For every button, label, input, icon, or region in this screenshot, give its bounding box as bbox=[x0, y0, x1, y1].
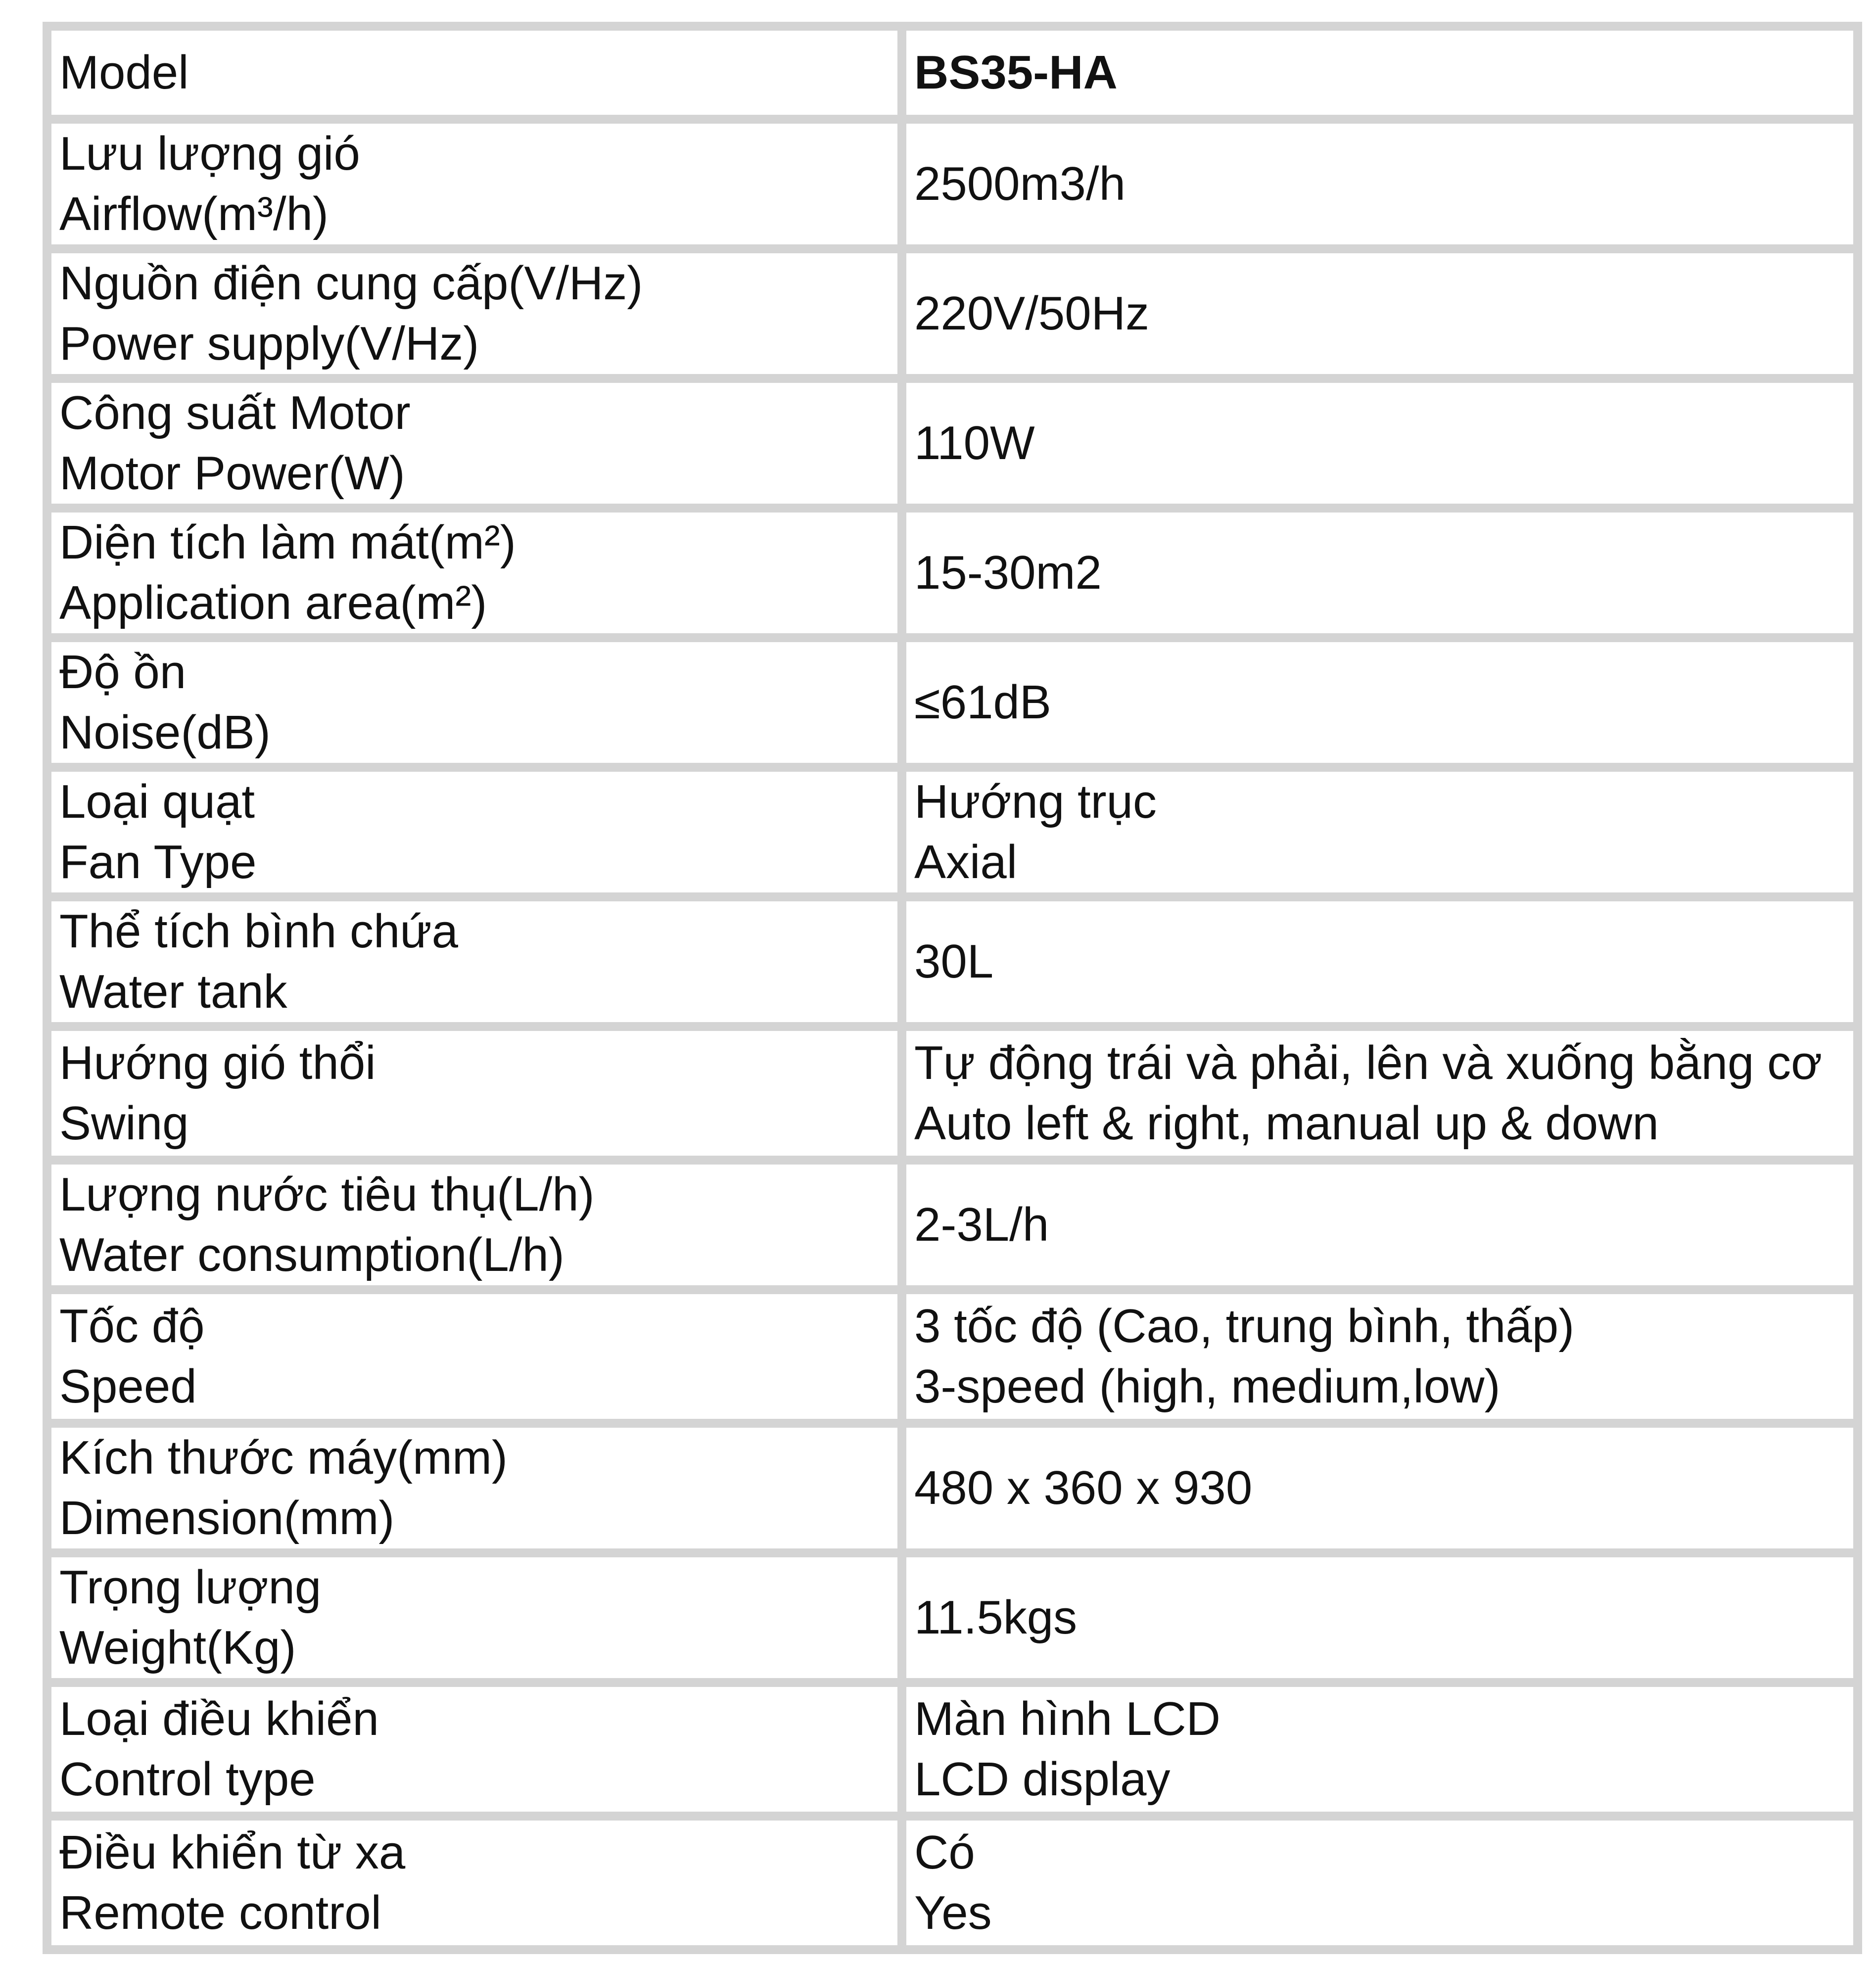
spec-label-en: Water tank bbox=[59, 965, 287, 1018]
spec-value: Tự động trái và phải, lên và xuống bằng cơ bbox=[914, 1036, 1823, 1089]
spec-label-vi: Điều khiển từ xa bbox=[59, 1826, 406, 1879]
spec-label-vi: Kích thước máy(mm) bbox=[59, 1431, 508, 1484]
spec-label-cell bbox=[47, 638, 902, 767]
spec-label-vi: Công suất Motor bbox=[59, 386, 411, 439]
spec-label-vi: Hướng gió thổi bbox=[59, 1036, 376, 1089]
spec-label-cell bbox=[47, 897, 902, 1027]
spec-label-cell bbox=[47, 1160, 902, 1290]
spec-label-cell bbox=[47, 119, 902, 249]
model-value: BS35-HA bbox=[914, 46, 1118, 99]
table-row bbox=[47, 1160, 1858, 1290]
spec-value: Màn hình LCD bbox=[914, 1692, 1220, 1745]
spec-label-cell bbox=[47, 1683, 902, 1816]
table-row bbox=[47, 638, 1858, 767]
spec-value: ≤61dB bbox=[914, 676, 1051, 729]
table-row bbox=[47, 1553, 1858, 1683]
spec-value: Hướng trục bbox=[914, 775, 1157, 828]
spec-label-en: Motor Power(W) bbox=[59, 447, 405, 500]
spec-rows bbox=[47, 119, 1858, 1950]
spec-value: 2500m3/h bbox=[914, 157, 1126, 210]
spec-label-en: Application area(m²) bbox=[59, 576, 487, 629]
spec-value-cell bbox=[902, 1027, 1858, 1160]
spec-label-en: Remote control bbox=[59, 1886, 381, 1939]
spec-label-cell bbox=[47, 249, 902, 378]
spec-label-cell bbox=[47, 378, 902, 508]
spec-value-cell bbox=[902, 249, 1858, 378]
spec-label-cell bbox=[47, 1027, 902, 1160]
spec-value: 220V/50Hz bbox=[914, 287, 1149, 340]
spec-value: 15-30m2 bbox=[914, 546, 1102, 599]
spec-label-cell bbox=[47, 508, 902, 638]
spec-label-vi: Lượng nước tiêu thụ(L/h) bbox=[59, 1168, 595, 1221]
spec-label-en: Weight(Kg) bbox=[59, 1621, 296, 1674]
spec-label-vi: Lưu lượng gió bbox=[59, 127, 360, 180]
table-row bbox=[47, 1816, 1858, 1950]
spec-label-en: Water consumption(L/h) bbox=[59, 1228, 564, 1281]
spec-value-cell bbox=[902, 1160, 1858, 1290]
table-row bbox=[47, 119, 1858, 249]
spec-label-en: Fan Type bbox=[59, 836, 257, 888]
spec-label-vi: Trọng lượng bbox=[59, 1561, 322, 1614]
spec-label-vi: Loại quạt bbox=[59, 775, 255, 828]
table-header-row bbox=[47, 26, 1858, 119]
model-value-cell bbox=[902, 26, 1858, 119]
spec-value-cell bbox=[902, 1683, 1858, 1816]
spec-label-en: Airflow(m³/h) bbox=[59, 187, 328, 240]
table-row bbox=[47, 897, 1858, 1027]
spec-value-cell bbox=[902, 767, 1858, 897]
spec-label-en: Noise(dB) bbox=[59, 706, 271, 759]
spec-value-cell bbox=[902, 1423, 1858, 1553]
spec-label-en: Swing bbox=[59, 1097, 189, 1150]
spec-value: 480 x 360 x 930 bbox=[914, 1461, 1253, 1514]
spec-table bbox=[43, 22, 1862, 1954]
spec-label-cell bbox=[47, 1816, 902, 1950]
spec-value: 110W bbox=[914, 417, 1035, 469]
spec-value-secondary: Axial bbox=[914, 836, 1018, 888]
spec-value-cell bbox=[902, 1816, 1858, 1950]
spec-value-cell bbox=[902, 638, 1858, 767]
spec-label-vi: Loại điều khiển bbox=[59, 1692, 379, 1745]
table-row bbox=[47, 378, 1858, 508]
spec-value-secondary: 3-speed (high, medium,low) bbox=[914, 1360, 1501, 1413]
spec-label-cell bbox=[47, 1423, 902, 1553]
table-row bbox=[47, 1423, 1858, 1553]
spec-label-cell bbox=[47, 1290, 902, 1423]
spec-label-vi: Thể tích bình chứa bbox=[59, 905, 459, 958]
spec-value: 30L bbox=[914, 935, 994, 988]
spec-value: Có bbox=[914, 1826, 975, 1879]
spec-value-cell bbox=[902, 119, 1858, 249]
spec-label-en: Power supply(V/Hz) bbox=[59, 317, 479, 370]
table-row bbox=[47, 249, 1858, 378]
spec-label-vi: Nguồn điện cung cấp(V/Hz) bbox=[59, 257, 643, 310]
spec-label-en: Speed bbox=[59, 1360, 197, 1413]
table-row bbox=[47, 1683, 1858, 1816]
spec-value-secondary: Auto left & right, manual up & down bbox=[914, 1097, 1659, 1150]
spec-value-cell bbox=[902, 378, 1858, 508]
spec-value-cell bbox=[902, 508, 1858, 638]
spec-value-secondary: LCD display bbox=[914, 1753, 1171, 1806]
spec-label-en: Control type bbox=[59, 1753, 316, 1806]
spec-label-en: Dimension(mm) bbox=[59, 1492, 395, 1544]
spec-value: 11.5kgs bbox=[914, 1591, 1078, 1644]
table-row bbox=[47, 1290, 1858, 1423]
spec-value: 2-3L/h bbox=[914, 1198, 1049, 1251]
spec-label-vi: Độ ồn bbox=[59, 646, 187, 699]
spec-value-cell bbox=[902, 1290, 1858, 1423]
spec-value-secondary: Yes bbox=[914, 1886, 992, 1939]
spec-label-cell bbox=[47, 1553, 902, 1683]
table-row bbox=[47, 508, 1858, 638]
spec-label-cell bbox=[47, 767, 902, 897]
model-label: Model bbox=[59, 46, 189, 99]
spec-value: 3 tốc độ (Cao, trung bình, thấp) bbox=[914, 1300, 1575, 1353]
table-row bbox=[47, 767, 1858, 897]
spec-value-cell bbox=[902, 897, 1858, 1027]
spec-label-vi: Tốc độ bbox=[59, 1300, 205, 1353]
spec-label-vi: Diện tích làm mát(m²) bbox=[59, 516, 516, 569]
table-row bbox=[47, 1027, 1858, 1160]
spec-value-cell bbox=[902, 1553, 1858, 1683]
model-label-cell bbox=[47, 26, 902, 119]
